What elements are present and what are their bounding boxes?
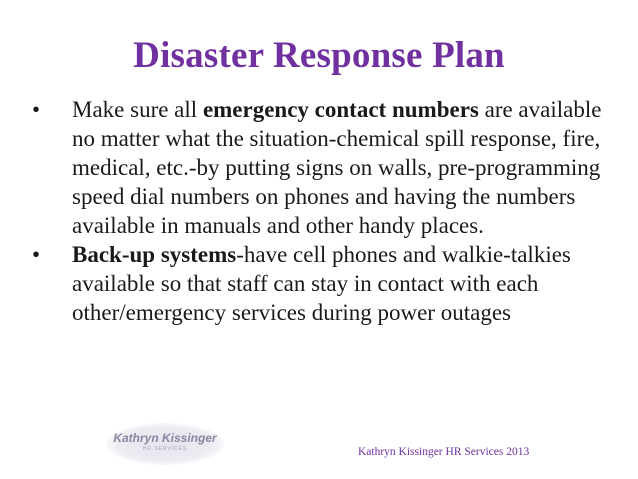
company-logo [106, 423, 224, 465]
logo-subtext: HR SERVICES [142, 446, 188, 452]
slide-title: Disaster Response Plan [133, 35, 505, 76]
bullet-item-backup-systems [30, 240, 620, 327]
logo-text: Kathryn Kissinger [113, 431, 217, 445]
bullet-text-bold: Back-up systems [72, 242, 237, 267]
bullet-text-rest: are available no matter what the situation-chemical spill response, fire, medical, etc.-by putting signs on walls, pre-programming speed dial numbers on phones and having the numbers available in manuals and other handy places. [72, 97, 602, 238]
bullet-icon: • [32, 242, 41, 267]
bullet-item-emergency-contacts [30, 95, 620, 240]
bullet-text-rest: -have cell phones and walkie-talkies available so that staff can stay in contact with each other/emergency services during power outages [72, 242, 571, 325]
bullet-list [30, 95, 620, 327]
bullet-text-bold: emergency contact numbers [202, 97, 479, 122]
bullet-icon: • [32, 97, 41, 122]
bullet-text-lead: Make sure all [72, 97, 203, 122]
slide-footer: Kathryn Kissinger HR Services 2013 [358, 446, 530, 458]
